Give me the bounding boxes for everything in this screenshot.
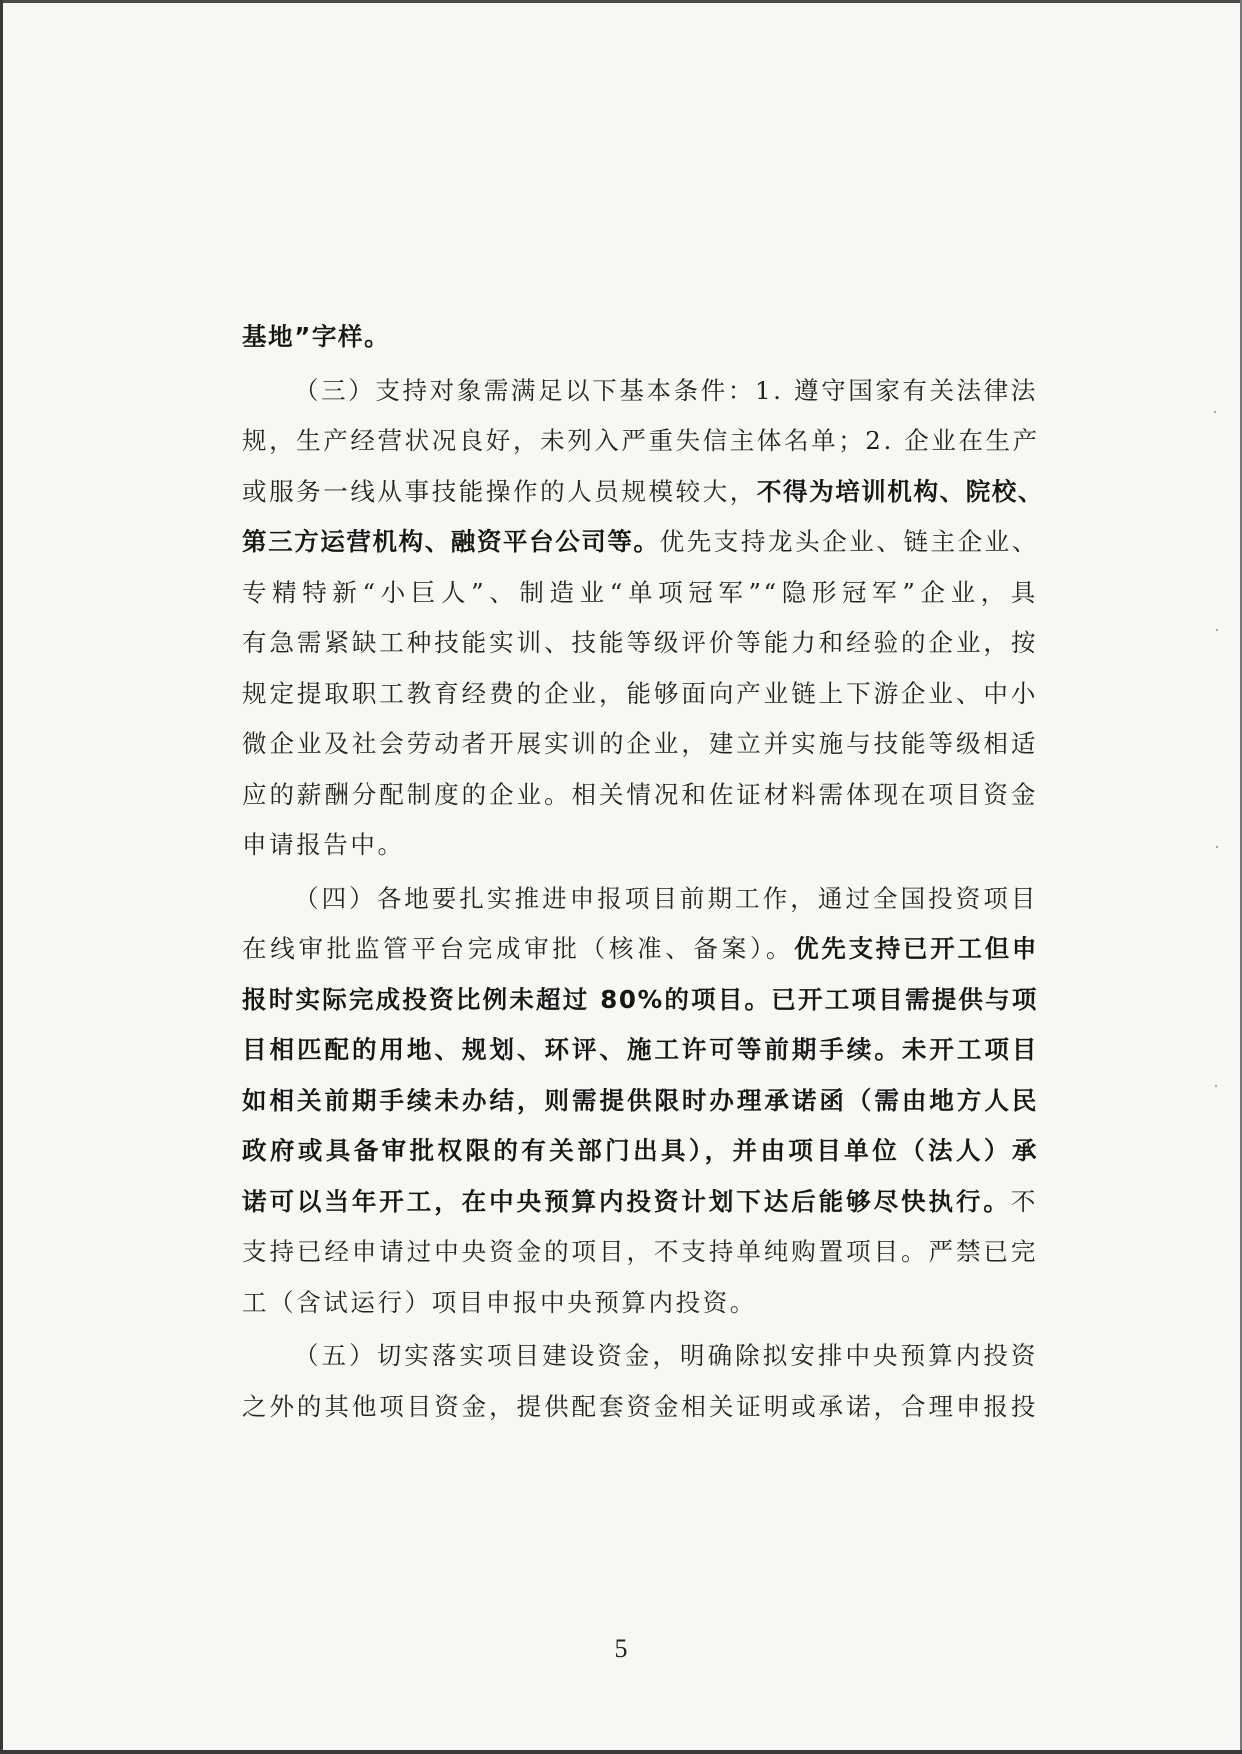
scan-speck bbox=[1216, 629, 1218, 631]
text-line bbox=[242, 924, 1038, 975]
text-run: 工（含试运行）项目申报中央预算内投资。 bbox=[242, 1287, 757, 1317]
text-line bbox=[242, 568, 1038, 619]
scan-edge-bottom bbox=[0, 1750, 1242, 1754]
text-line bbox=[242, 1177, 1038, 1228]
text-run: （三）支持对象需满足以下基本条件：1. 遵守国家有关法律法 bbox=[294, 375, 1038, 405]
paragraph-3-start bbox=[242, 366, 1038, 417]
bold-run: 基地”字样。 bbox=[242, 322, 391, 351]
text-run: 应的薪酬分配制度的企业。相关情况和佐证材料需体现在项目资金 bbox=[242, 779, 1038, 809]
bold-run: 政府或具备审批权限的有关部门出具），并由项目单位（法人）承 bbox=[242, 1136, 1038, 1165]
text-line bbox=[242, 1382, 1038, 1433]
text-run: 之外的其他项目资金，提供配套资金相关证明或承诺，合理申报投 bbox=[242, 1391, 1038, 1421]
bold-run: 不得为培训机构、院校、 bbox=[756, 476, 1045, 506]
text-run: （五）切实落实项目建设资金，明确除拟安排中央预算内投资 bbox=[294, 1341, 1038, 1370]
text-run: 支持已经申请过中央资金的项目，不支持单纯购置项目。严禁已完 bbox=[242, 1237, 1038, 1266]
bold-run: 报时实际完成投资比例未超过 80%的项目。已开工项目需提供与项 bbox=[242, 984, 1038, 1014]
scan-edge-left bbox=[0, 0, 3, 1754]
text-line bbox=[242, 719, 1038, 770]
scan-speck bbox=[1214, 411, 1216, 413]
text-line bbox=[242, 669, 1038, 720]
bold-run: 第三方运营机构、融资平台公司等。 bbox=[242, 527, 660, 556]
text-run: 或服务一线从事技能操作的人员规模较大， bbox=[242, 476, 757, 506]
text-line bbox=[242, 517, 1038, 568]
text-run: 规定提取职工教育经费的企业，能够面向产业链上下游企业、中小 bbox=[242, 678, 1038, 708]
text-line bbox=[242, 975, 1038, 1026]
scan-speck bbox=[1216, 846, 1218, 848]
text-run: 申请报告中。 bbox=[242, 830, 405, 859]
scan-edge-top bbox=[0, 0, 1242, 3]
text-line bbox=[242, 1076, 1038, 1127]
text-run: 微企业及社会劳动者开展实训的企业，建立并实施与技能等级相适 bbox=[242, 729, 1038, 758]
text-run: 不 bbox=[1010, 1186, 1038, 1216]
text-line bbox=[242, 1227, 1038, 1278]
text-run: 优先支持龙头企业、链主企业、 bbox=[659, 527, 1040, 556]
text-line bbox=[242, 467, 1045, 518]
text-line bbox=[242, 416, 1038, 467]
text-line bbox=[242, 1025, 1038, 1076]
text-line bbox=[242, 618, 1038, 669]
text-run: 在线审批监管平台完成审批（核准、备案）。 bbox=[242, 934, 795, 963]
paragraph-4-start bbox=[242, 874, 1038, 925]
paragraph-5-start bbox=[242, 1331, 1038, 1382]
text-line bbox=[242, 1278, 1038, 1329]
text-run: 有急需紧缺工种技能实训、技能等级评价等能力和经验的企业，按 bbox=[242, 628, 1038, 657]
bold-run: 目相匹配的用地、规划、环评、施工许可等前期手续。未开工项目 bbox=[242, 1035, 1038, 1064]
text-run: 专精特新“小巨人”、制造业“单项冠军”“隐形冠军”企业，具 bbox=[242, 577, 1038, 607]
text-run: （四）各地要扎实推进申报项目前期工作，通过全国投资项目 bbox=[294, 883, 1038, 913]
text-line bbox=[242, 820, 1038, 871]
text-line bbox=[242, 1126, 1038, 1177]
text-line bbox=[242, 312, 1038, 363]
bold-run: 优先支持已开工但申 bbox=[794, 934, 1038, 963]
bold-run: 诺可以当年开工，在中央预算内投资计划下达后能够尽快执行。 bbox=[242, 1186, 1011, 1216]
scan-speck bbox=[1215, 1085, 1217, 1087]
bold-run: 如相关前期手续未办结，则需提供限时办理承诺函（需由地方人民 bbox=[242, 1085, 1038, 1115]
page-number: 5 bbox=[614, 1634, 628, 1663]
text-run: 规，生产经营状况良好，未列入严重失信主体名单；2. 企业在生产 bbox=[242, 426, 1040, 455]
text-line bbox=[242, 770, 1038, 821]
body-text bbox=[242, 312, 1045, 1432]
